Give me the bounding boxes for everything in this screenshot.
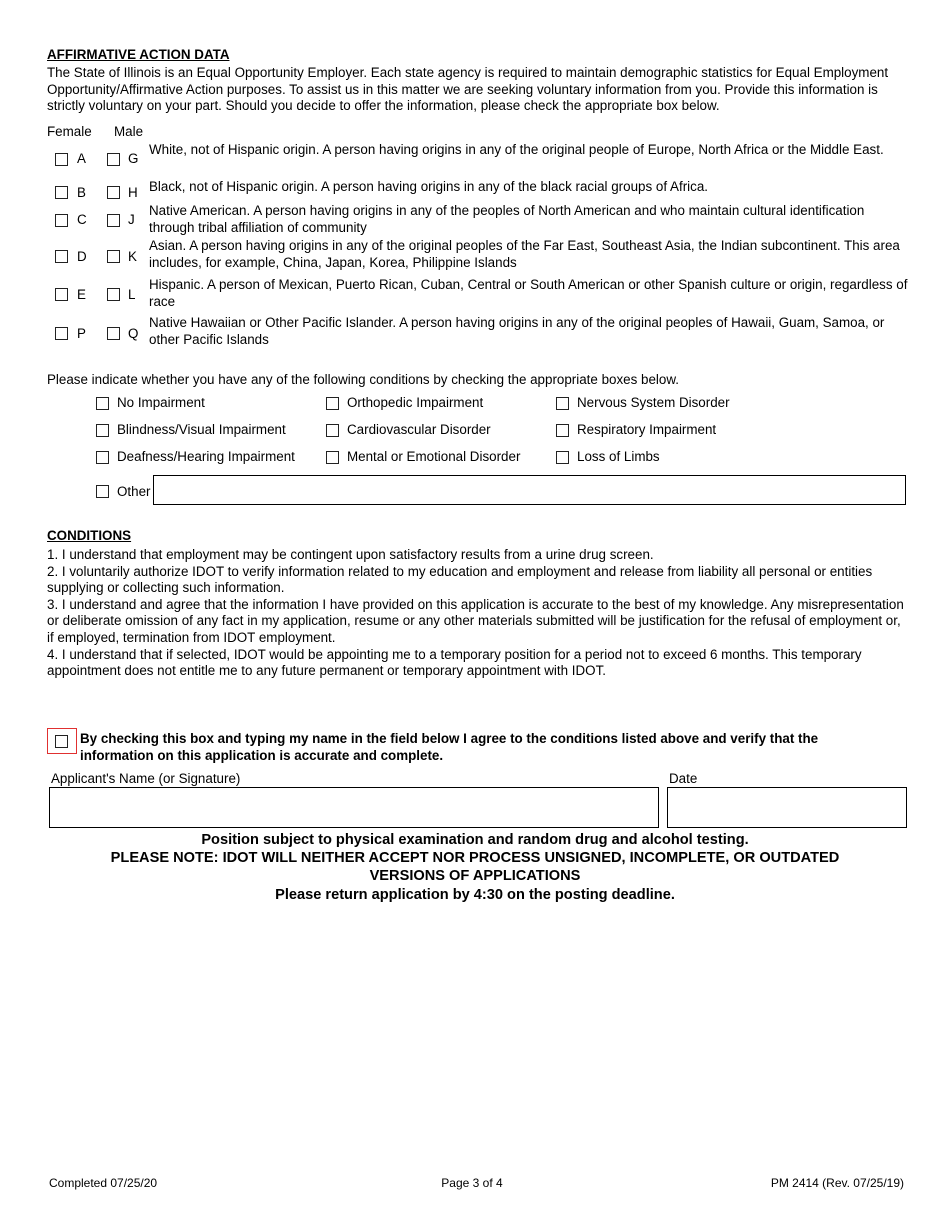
- impairment-label: Loss of Limbs: [577, 449, 660, 464]
- impairment-label: Blindness/Visual Impairment: [117, 422, 286, 437]
- footer-completed-date: Completed 07/25/20: [49, 1176, 158, 1190]
- impairment-checkbox[interactable]: [556, 397, 569, 410]
- footer-page-number: Page 3 of 4: [441, 1176, 503, 1190]
- male-code: H: [128, 185, 138, 200]
- other-impairment-input[interactable]: [153, 475, 906, 505]
- other-impairment-label: Other: [117, 484, 151, 499]
- female-checkbox-a[interactable]: [55, 153, 68, 166]
- other-impairment-checkbox[interactable]: [96, 485, 109, 498]
- impairment-label: No Impairment: [117, 395, 205, 410]
- notice-physical-exam: Position subject to physical examination and random drug and alcohol testing.: [201, 832, 749, 848]
- affirmative-intro: The State of Illinois is an Equal Opportunity Employer. Each state agency is required to maintain demographic statistics for Equal Employment Opportunity/Affirmative Action purposes. To assist us in this matter we are seeking voluntary information from you. Provide this information is strictly voluntary on your part. Should you decide to offer the information, please check the appropriate box below.: [47, 65, 889, 114]
- female-code: A: [77, 151, 86, 166]
- male-code: Q: [128, 326, 139, 341]
- condition-item: 3. I understand and agree that the information I have provided on this application is accurate to the best of my knowledge. Any misrepresentation or deliberate omission of any fact in my application, resume or any other materials submitted will be justification for the refusal of employment or, if employed, termination from IDOT employment.: [47, 596, 904, 645]
- impairment-checkbox[interactable]: [556, 451, 569, 464]
- female-checkbox-e[interactable]: [55, 288, 68, 301]
- race-description: Native Hawaiian or Other Pacific Islander. A person having origins in any of the original peoples of Hawaii, Guam, Samoa, or other Pacific Islands: [149, 315, 885, 347]
- female-checkbox-d[interactable]: [55, 250, 68, 263]
- male-checkbox-l[interactable]: [107, 288, 120, 301]
- male-checkbox-q[interactable]: [107, 327, 120, 340]
- applicant-name-label: Applicant's Name (or Signature): [51, 771, 241, 786]
- condition-item: 1. I understand that employment may be contingent upon satisfactory results from a urine drug screen.: [47, 547, 654, 562]
- impairment-checkbox[interactable]: [326, 424, 339, 437]
- race-description: Hispanic. A person of Mexican, Puerto Rican, Cuban, Central or South American or other Spanish culture or origin, regardless of race: [149, 277, 908, 309]
- agree-checkbox[interactable]: [55, 735, 68, 748]
- male-code: K: [128, 249, 137, 264]
- female-code: C: [77, 212, 87, 227]
- male-code: J: [128, 212, 135, 227]
- impairment-checkbox[interactable]: [556, 424, 569, 437]
- footer-form-id: PM 2414 (Rev. 07/25/19): [770, 1176, 904, 1190]
- female-code: E: [77, 287, 86, 302]
- male-code: L: [128, 287, 136, 302]
- male-column-label: Male: [114, 124, 144, 139]
- impairment-label: Mental or Emotional Disorder: [347, 449, 521, 464]
- notice-idot-policy: PLEASE NOTE: IDOT WILL NEITHER ACCEPT NOR PROCESS UNSIGNED, INCOMPLETE, OR OUTDATED: [110, 850, 840, 866]
- female-column-label: Female: [47, 124, 92, 139]
- female-code: D: [77, 249, 87, 264]
- notice-versions: VERSIONS OF APPLICATIONS: [369, 868, 581, 884]
- date-input[interactable]: [667, 787, 907, 828]
- impairment-checkbox[interactable]: [96, 451, 109, 464]
- agree-checkbox-highlight[interactable]: [47, 728, 77, 754]
- impairment-checkbox[interactable]: [96, 424, 109, 437]
- conditions-heading: CONDITIONS: [47, 528, 132, 543]
- female-checkbox-p[interactable]: [55, 327, 68, 340]
- male-checkbox-j[interactable]: [107, 214, 120, 227]
- male-checkbox-k[interactable]: [107, 250, 120, 263]
- female-code: B: [77, 185, 86, 200]
- conditions-list: [47, 547, 907, 680]
- impairment-label: Deafness/Hearing Impairment: [117, 449, 295, 464]
- date-label: Date: [669, 771, 698, 786]
- female-checkbox-b[interactable]: [55, 186, 68, 199]
- condition-item: 2. I voluntarily authorize IDOT to verify information related to my education and employment and release from liability all personal or entities supplying or collecting such information.: [47, 563, 873, 596]
- impairment-label: Nervous System Disorder: [577, 395, 730, 410]
- impairment-checkbox[interactable]: [96, 397, 109, 410]
- impairment-label: Respiratory Impairment: [577, 422, 717, 437]
- race-description: Native American. A person having origins in any of the peoples of North American and who maintain cultural identification through tribal affiliation of community: [149, 203, 865, 235]
- conditions-prompt: Please indicate whether you have any of the following conditions by checking the appropriate boxes below.: [47, 372, 679, 387]
- female-code: P: [77, 326, 86, 341]
- affirmative-heading: AFFIRMATIVE ACTION DATA: [47, 47, 230, 62]
- condition-item: 4. I understand that if selected, IDOT would be appointing me to a temporary position for a period not to exceed 6 months. This temporary appointment does not entitle me to any future permanent or temporary appointment with IDOT.: [47, 646, 862, 679]
- race-description: White, not of Hispanic origin. A person having origins in any of the original people of Europe, North Africa or the Middle East.: [149, 142, 884, 157]
- female-checkbox-c[interactable]: [55, 214, 68, 227]
- race-description: Asian. A person having origins in any of the original peoples of the Far East, Southeast Asia, the Indian subcontinent. This area includes, for example, China, Japan, Korea, Philippine Islands: [149, 238, 900, 270]
- impairment-label: Cardiovascular Disorder: [347, 422, 491, 437]
- agreement-text: By checking this box and typing my name in the field below I agree to the conditions listed above and verify that the information on this application is accurate and complete.: [80, 731, 819, 763]
- male-code: G: [128, 151, 139, 166]
- impairment-label: Orthopedic Impairment: [347, 395, 484, 410]
- applicant-name-input[interactable]: [49, 787, 659, 828]
- impairment-checkbox[interactable]: [326, 451, 339, 464]
- race-description: Black, not of Hispanic origin. A person having origins in any of the black racial groups of Africa.: [149, 179, 708, 194]
- notice-return-deadline: Please return application by 4:30 on the posting deadline.: [275, 887, 675, 903]
- impairment-checkbox[interactable]: [326, 397, 339, 410]
- male-checkbox-g[interactable]: [107, 153, 120, 166]
- male-checkbox-h[interactable]: [107, 186, 120, 199]
